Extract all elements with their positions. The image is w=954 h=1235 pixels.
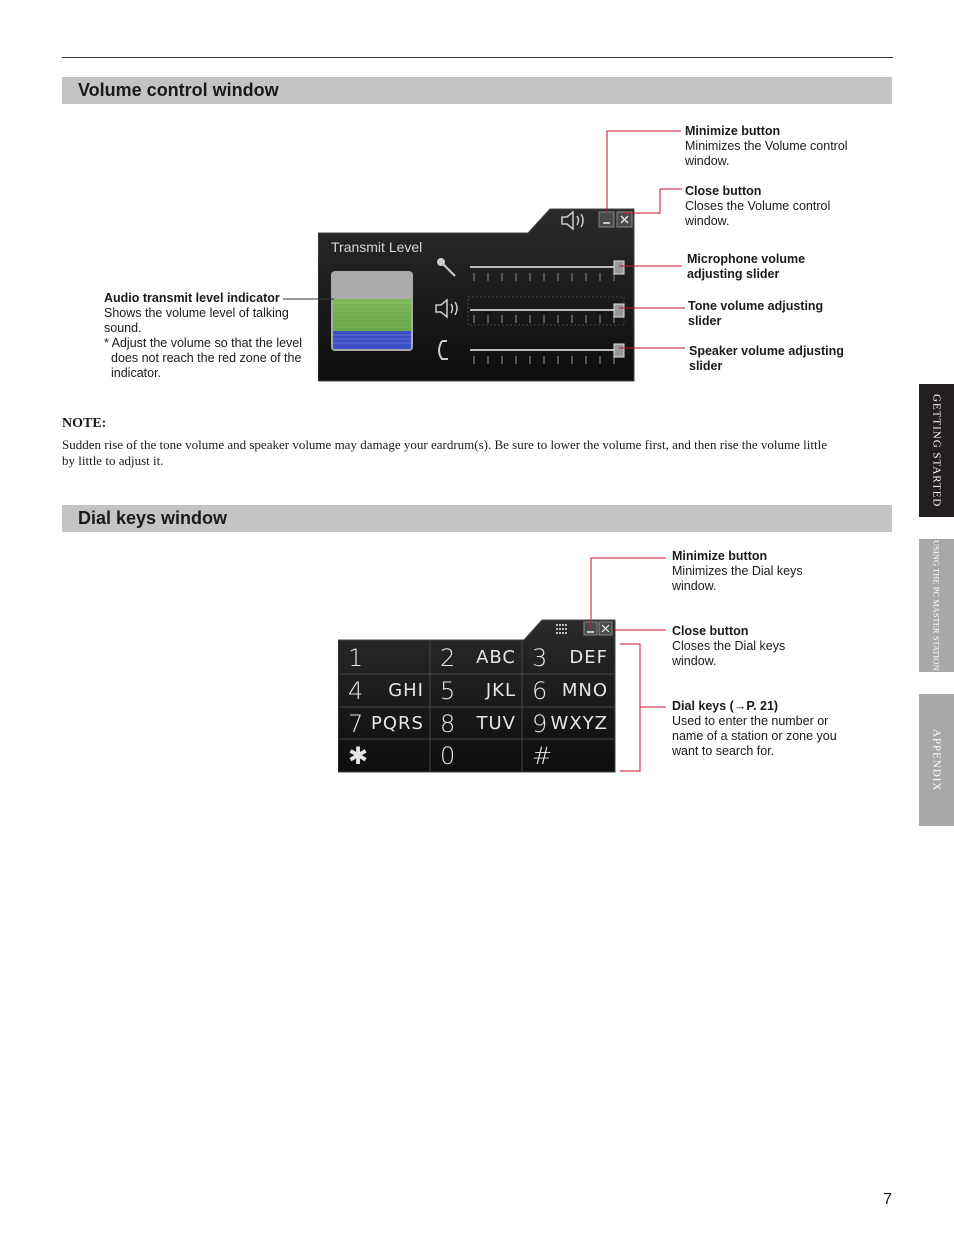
volume-section-heading: Volume control window: [62, 77, 892, 104]
dialkeys-callout-desc-2: name of a station or zone you: [672, 729, 837, 743]
note-body: [62, 437, 892, 469]
tone-callout-title-2: slider: [688, 314, 722, 328]
mic-callout-title-2: adjusting slider: [687, 267, 780, 281]
dial-minimize-callout-desc-1: Minimizes the Dial keys: [672, 564, 803, 578]
indicator-callout-desc-2: sound.: [104, 321, 142, 335]
dial-key-1[interactable]: 1: [348, 643, 364, 672]
indicator-callout-desc-4: does not reach the red zone of the: [111, 351, 302, 365]
dial-close-callout-title: Close button: [672, 624, 749, 638]
dialkeys-callout-desc-1: Used to enter the number or: [672, 714, 829, 728]
volume-minimize-callout-desc-2: window.: [685, 154, 730, 168]
dial-key-0[interactable]: 0: [440, 741, 456, 770]
tone-callout-title-1: Tone volume adjusting: [688, 299, 824, 313]
dial-key-4[interactable]: 4 GHI: [348, 676, 424, 705]
dial-section-heading: Dial keys window: [62, 505, 892, 532]
dial-key-9[interactable]: 9 WXYZ: [532, 709, 608, 738]
note-title: NOTE:: [62, 416, 107, 431]
volume-minimize-callout-title: Minimize button: [685, 124, 781, 138]
speaker-callout-title-1: Speaker volume adjusting: [689, 344, 844, 358]
page-number: 7: [883, 1191, 892, 1208]
indicator-callout-desc-5: indicator.: [111, 366, 162, 380]
dial-close-callout-desc-1: Closes the Dial keys: [672, 639, 786, 653]
tab-getting-started[interactable]: GETTING STARTED: [919, 384, 954, 517]
speaker-callout-title-2: slider: [689, 359, 723, 373]
dial-key-hash[interactable]: #: [532, 741, 553, 770]
indicator-callout-title: Audio transmit level indicator: [104, 291, 280, 305]
dial-key-3[interactable]: 3 DEF: [532, 643, 608, 672]
volume-close-callout-desc-2: window.: [685, 214, 730, 228]
note-line-1: Sudden rise of the tone volume and speaker volume may damage your eardrum(s). Be sure to lower the volume first, and then rise the volume little: [62, 437, 827, 452]
dial-key-6[interactable]: 6 MNO: [532, 676, 608, 705]
indicator-callout-desc-3: * Adjust the volume so that the level: [104, 336, 303, 350]
dialkeys-callout-desc-3: want to search for.: [672, 744, 775, 758]
dial-close-callout-desc-2: window.: [672, 654, 717, 668]
tab-using-pc-master-station[interactable]: USING THE PC MASTER STATION: [919, 539, 954, 672]
dial-minimize-callout-title: Minimize button: [672, 549, 768, 563]
dialkeys-callout-title: Dial keys (→P. 21): [672, 699, 779, 713]
dial-key-8[interactable]: 8 TUV: [440, 709, 516, 738]
tab-appendix[interactable]: APPENDIX: [919, 694, 954, 826]
dial-minimize-callout-desc-2: window.: [672, 579, 717, 593]
dial-key-2[interactable]: 2 ABC: [440, 643, 516, 672]
transmit-level-label: Transmit Level: [331, 239, 423, 255]
dial-key-7[interactable]: 7 PQRS: [348, 709, 424, 738]
dial-key-star[interactable]: ✱: [348, 741, 369, 770]
volume-minimize-callout-desc-1: Minimizes the Volume control: [685, 139, 848, 153]
indicator-callout-desc-1: Shows the volume level of talking: [104, 306, 289, 320]
dial-key-5[interactable]: 5 JKL: [440, 676, 516, 705]
volume-close-callout-desc-1: Closes the Volume control: [685, 199, 831, 213]
mic-callout-title-1: Microphone volume: [687, 252, 806, 266]
volume-close-callout-title: Close button: [685, 184, 762, 198]
note-line-2: by little to adjust it.: [62, 453, 164, 468]
